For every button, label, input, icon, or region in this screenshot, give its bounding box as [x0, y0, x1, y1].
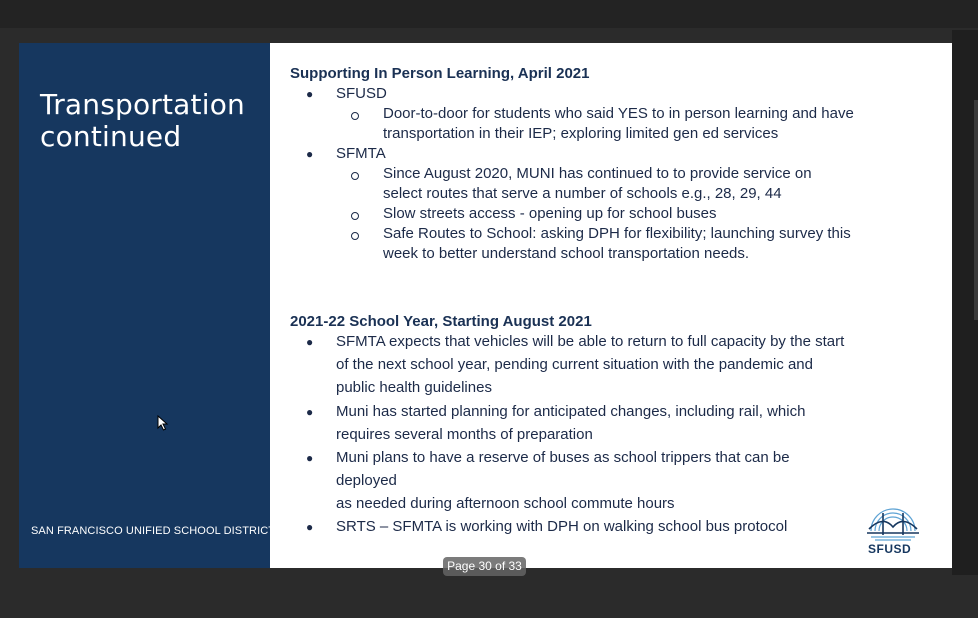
slide-content: [270, 43, 952, 568]
list-item: SFUSD: [336, 85, 387, 102]
sub-bullet-icon: [351, 212, 359, 220]
section-heading-school-year: 2021-22 School Year, Starting August 2021: [290, 313, 592, 330]
sub-bullet-icon: [351, 112, 359, 120]
bullet-icon: ●: [306, 335, 314, 349]
bullet-icon: ●: [306, 451, 314, 465]
list-item: SRTS – SFMTA is working with DPH on walking school bus protocol: [336, 518, 788, 535]
mouse-pointer-icon: [157, 415, 169, 431]
list-item: Since August 2020, MUNI has continued to to provide service on: [383, 165, 812, 182]
slide-title-panel: [19, 43, 276, 568]
list-item: Muni has started planning for anticipated changes, including rail, which: [336, 403, 806, 420]
sub-bullet-icon: [351, 172, 359, 180]
slide-title: Transportation continued: [40, 88, 245, 153]
viewer-top-bar: [0, 0, 978, 28]
list-item: Muni plans to have a reserve of buses as school trippers that can be: [336, 449, 790, 466]
list-item: week to better understand school transportation needs.: [383, 245, 750, 262]
list-item: requires several months of preparation: [336, 426, 593, 443]
list-item: select routes that serve a number of schools e.g., 28, 29, 44: [383, 185, 782, 202]
list-item: as needed during afternoon school commute hours: [336, 495, 675, 512]
bullet-icon: ●: [306, 147, 314, 161]
bullet-icon: ●: [306, 87, 314, 101]
list-item: SFMTA: [336, 145, 386, 162]
district-name: SAN FRANCISCO UNIFIED SCHOOL DISTRICT: [31, 525, 276, 537]
bullet-icon: ●: [306, 520, 314, 534]
section-heading-april: Supporting In Person Learning, April 2021: [290, 65, 590, 82]
slide: [19, 43, 952, 568]
viewer-bottom-bar: [0, 578, 978, 618]
bullet-icon: ●: [306, 405, 314, 419]
list-item: public health guidelines: [336, 379, 492, 396]
list-item: SFMTA expects that vehicles will be able to return to full capacity by the start: [336, 333, 845, 350]
list-item: Door-to-door for students who said YES to in person learning and have: [383, 105, 854, 122]
list-item: Slow streets access - opening up for school buses: [383, 205, 717, 222]
list-item: transportation in their IEP; exploring limited gen ed services: [383, 125, 779, 142]
page-indicator: Page 30 of 33: [443, 557, 526, 576]
list-item: deployed: [336, 472, 397, 489]
sub-bullet-icon: [351, 232, 359, 240]
list-item: Safe Routes to School: asking DPH for flexibility; launching survey this: [383, 225, 851, 242]
list-item: of the next school year, pending current situation with the pandemic and: [336, 356, 813, 373]
logo-text: SFUSD: [868, 542, 912, 556]
viewer-scrollbar[interactable]: [974, 100, 978, 320]
